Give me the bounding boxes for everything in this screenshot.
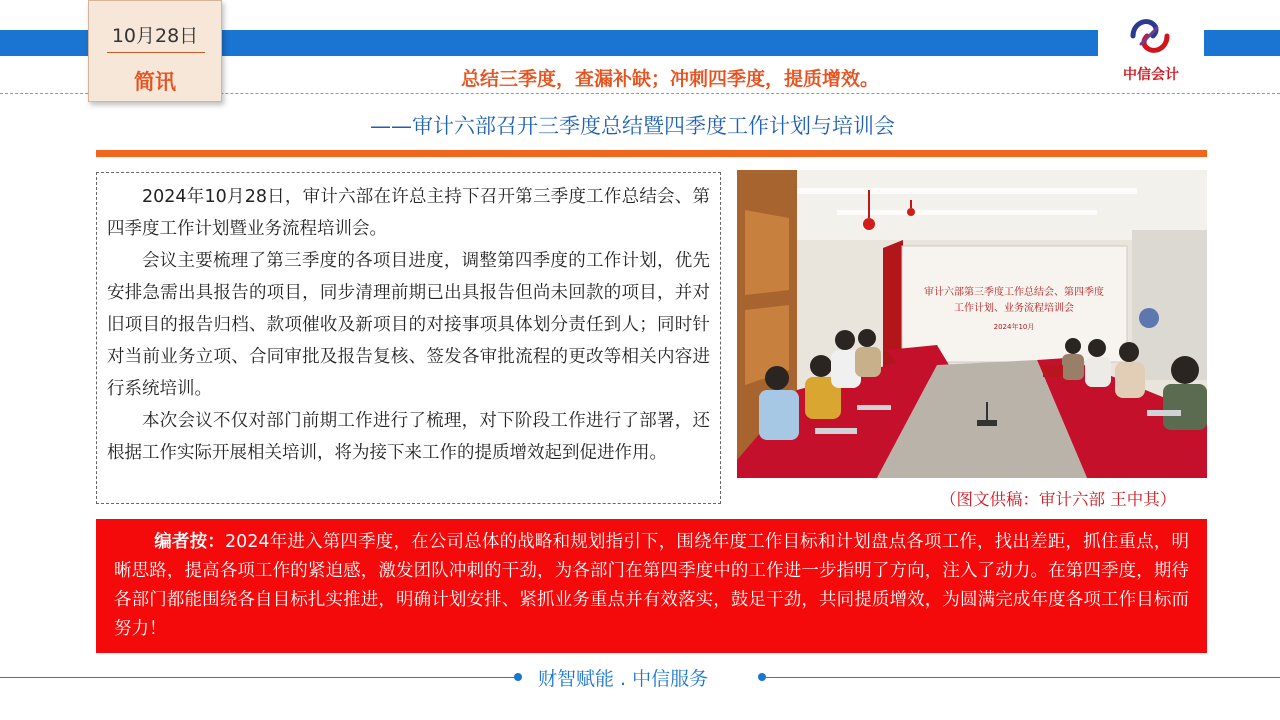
headline: 总结三季度，查漏补缺；冲刺四季度，提质增效。 — [460, 68, 879, 90]
date-label: 10月28日 — [111, 25, 199, 47]
article-paragraph: 本次会议不仅对部门前期工作进行了梳理，对下阶段工作进行了部署，还根据工作实际开展相关培训，将为接下来工作的提质增效起到促进作用。 — [107, 411, 710, 463]
screen-title-line1: 审计六部第三季度工作总结会、第四季度 — [924, 287, 1104, 298]
company-logo-icon — [1127, 14, 1173, 58]
newsletter-label: 简讯 — [134, 70, 176, 94]
date-divider — [107, 52, 205, 53]
editor-note-paragraph — [114, 528, 1189, 644]
article-body — [96, 172, 721, 504]
footer-line-right — [762, 677, 1280, 678]
header-band-right — [1204, 30, 1280, 56]
footer-slogan: 财智赋能 . 中信服务 — [538, 668, 709, 690]
article-paragraph: 会议主要梳理了第三季度的各项目进度，调整第四季度的工作计划，优先安排急需出具报告的项目，同步清理前期已出具报告但尚未回款的项目，并对旧项目的报告归档、款项催收及新项目的对接事项具体划分责任到人；同时针对当前业务立项、合同审批及报告复核、签发各审批流程的更改等相关内容进行系统培训。 — [107, 251, 710, 399]
screen-date: 2024年10月 — [993, 323, 1035, 331]
article-subtitle: ——审计六部召开三季度总结暨四季度工作计划与培训会 — [370, 114, 895, 138]
orange-divider — [96, 150, 1207, 157]
editor-note — [96, 519, 1207, 653]
meeting-photo-illustration — [737, 170, 1207, 478]
footer-line-left — [0, 677, 520, 678]
editor-note-label: 编者按： — [154, 532, 225, 552]
meeting-photo — [737, 170, 1207, 478]
screen-title-line2: 工作计划、业务流程培训会 — [954, 303, 1074, 314]
company-logo-text: 中信会计 — [1123, 67, 1179, 83]
editor-note-text: 2024年进入第四季度，在公司总体的战略和规划指引下，围绕年度工作目标和计划盘点各项工作，找出差距，抓住重点，明晰思路，提高各项工作的紧迫感，激发团队冲刺的干劲，为各部门在第四季度中的工作进一步指明了方向，注入了动力。在第四季度，期待各部门都能围绕各自目标扎实推进，明确计划安排、紧抓业务重点并有效落实，鼓足干劲，共同提质增效，为圆满完成年度各项工作目标而努力！ — [114, 532, 1189, 639]
footer-dot-left — [514, 673, 522, 681]
photo-caption: （图文供稿：审计六部 王中其） — [940, 490, 1177, 509]
article-paragraph: 2024年10月28日，审计六部在许总主持下召开第三季度工作总结会、第四季度工作计划暨业务流程培训会。 — [107, 187, 710, 239]
